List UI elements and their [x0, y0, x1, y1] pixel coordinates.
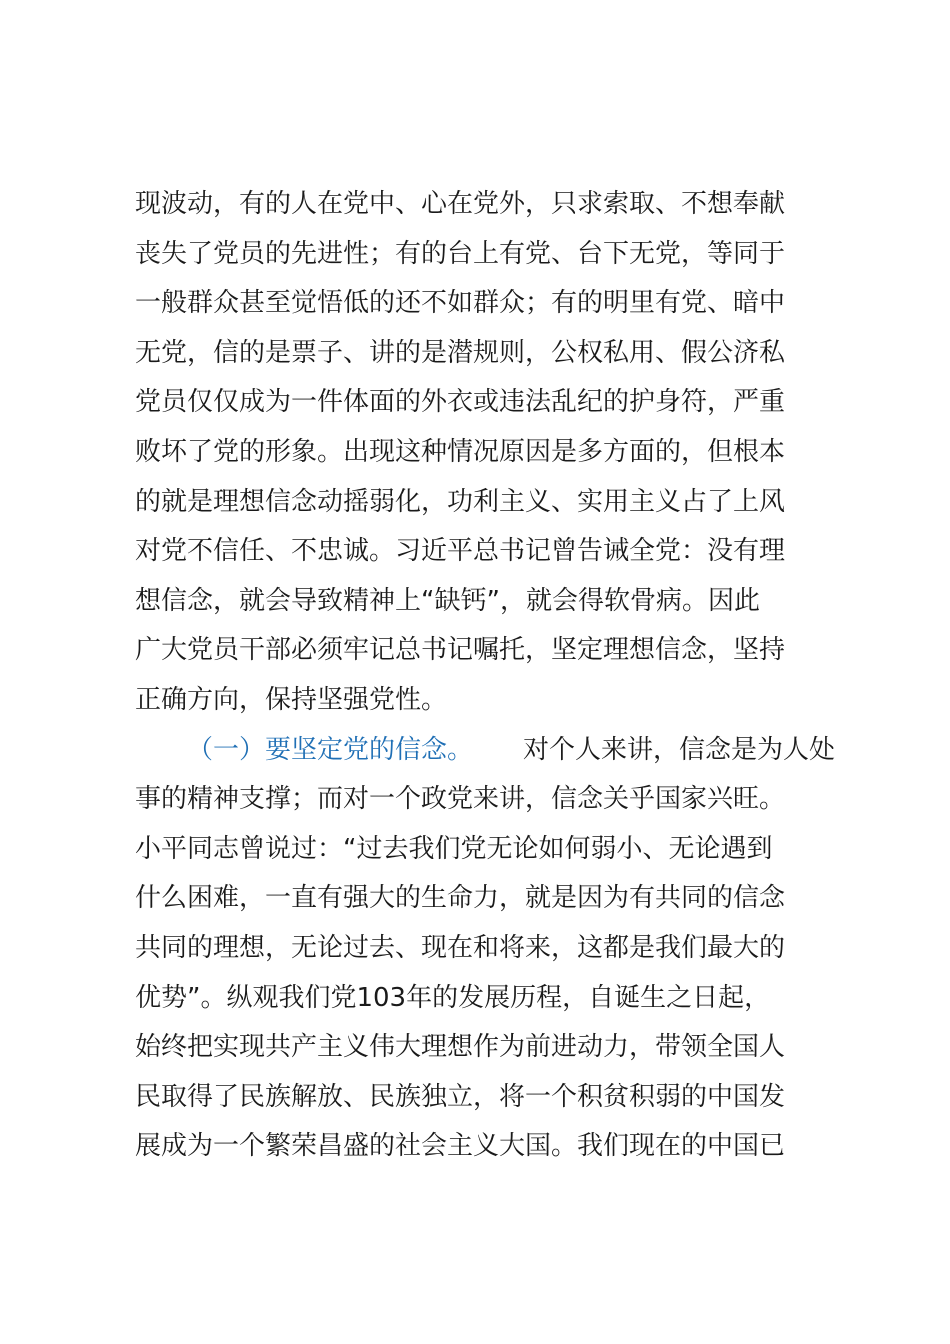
line-text: 民取得了民族解放、民族独立，将一个积贫积弱的中国发 — [135, 1081, 786, 1112]
line-text: 想信念，就会导致精神上“缺钙”，就会得软骨病。因此 — [135, 585, 760, 616]
line-text: 现波动，有的人在党中、心在党外，只求索取、不想奉献 — [135, 189, 786, 219]
paragraph-line — [135, 775, 835, 825]
paragraph-line — [135, 230, 835, 280]
paragraph-line — [135, 1073, 835, 1123]
line-text: 事的精神支撑；而对一个政党来讲，信念关乎国家兴旺。 — [135, 784, 786, 815]
line-text: 小平同志曾说过：“过去我们党无论如何弱小、无论遇到 — [135, 833, 773, 864]
paragraph-line — [135, 378, 835, 428]
line-text: 党员仅仅成为一件体面的外衣或违法乱纪的护身符，严重 — [135, 387, 786, 418]
paragraph-line — [135, 577, 835, 627]
line-text: 丧失了党员的先进性；有的台上有党、台下无党，等同于 — [135, 238, 786, 269]
paragraph-line — [135, 874, 835, 924]
paragraph-line — [135, 527, 835, 577]
paragraph-line — [135, 676, 835, 726]
line-text: 的就是理想信念动摇弱化，功利主义、实用主义占了上风 — [135, 486, 786, 517]
line-text: 优势”。纵观我们党103年的发展历程，自诞生之日起， — [135, 982, 771, 1013]
line-text: 展成为一个繁荣昌盛的社会主义大国。我们现在的中国已 — [135, 1131, 786, 1162]
paragraph-line — [135, 428, 835, 478]
section-heading-line — [135, 726, 835, 776]
paragraph-line — [135, 1122, 835, 1172]
paragraph-line — [135, 924, 835, 974]
paragraph-line — [135, 329, 835, 379]
line-text: 一般群众甚至觉悟低的还不如群众；有的明里有党、暗中 — [135, 288, 786, 319]
line-text: 对党不信任、不忠诚。习近平总书记曾告诫全党：没有理 — [135, 536, 786, 567]
line-text: 共同的理想，无论过去、现在和将来，这都是我们最大的 — [135, 932, 786, 963]
line-text: 什么困难，一直有强大的生命力，就是因为有共同的信念 — [135, 883, 786, 914]
line-text: 无党，信的是票子、讲的是潜规则，公权私用、假公济私 — [135, 337, 786, 368]
paragraph-line — [135, 825, 835, 875]
paragraph-line — [135, 626, 835, 676]
paragraph-line — [135, 1023, 835, 1073]
line-text: 败坏了党的形象。出现这种情况原因是多方面的，但根本 — [135, 436, 786, 467]
line-text: 广大党员干部必须牢记总书记嘱托，坚定理想信念，坚持 — [135, 635, 786, 666]
line-text: 始终把实现共产主义伟大理想作为前进动力，带领全国人 — [135, 1032, 786, 1063]
section-heading: （一）要坚定党的信念。 — [187, 734, 474, 765]
paragraph-line — [135, 279, 835, 329]
paragraph-line — [135, 180, 835, 230]
paragraph-line — [135, 478, 835, 528]
line-text: 正确方向，保持坚强党性。 — [135, 684, 448, 715]
paragraph-line — [135, 974, 835, 1024]
line-text: 对个人来讲，信念是为人处 — [522, 734, 835, 765]
document-body — [135, 180, 835, 1172]
